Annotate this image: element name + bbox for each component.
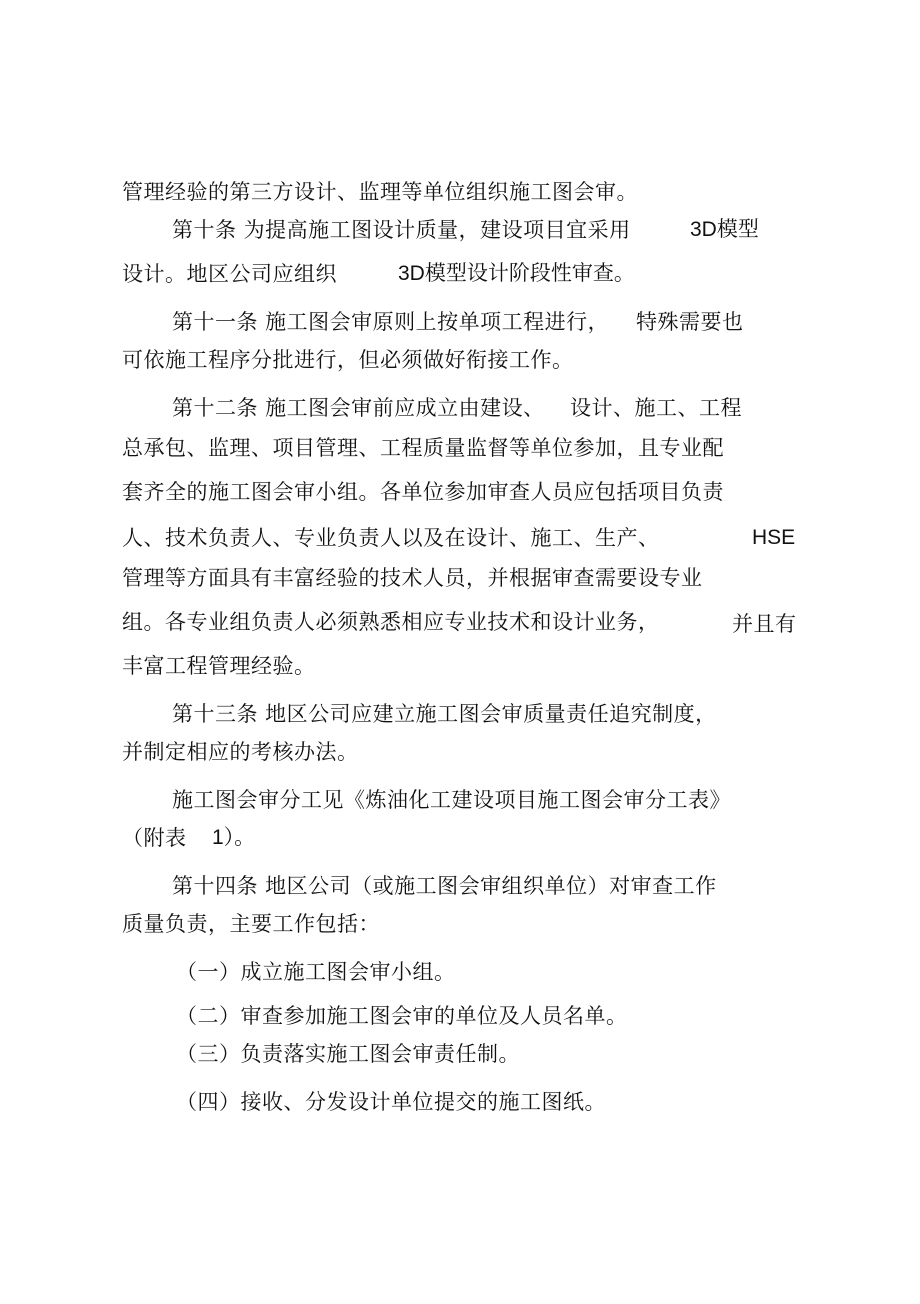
article-12-line-2: 总承包、监理、项目管理、工程质量监督等单位参加，且专业配 bbox=[122, 436, 724, 460]
article-10-line-2b: 3D模型设计阶段性审查。 bbox=[398, 262, 635, 285]
article-11-line-1: 第十一条 施工图会审原则上按单项工程进行， bbox=[172, 310, 610, 334]
article-11-line-1b: 特殊需要也 bbox=[636, 310, 744, 334]
list-item: （三）负责落实施工图会审责任制。 bbox=[176, 1042, 520, 1066]
list-item: （一）成立施工图会审小组。 bbox=[176, 960, 456, 984]
division-line-2b: 1）。 bbox=[212, 826, 256, 849]
list-item: （二）审查参加施工图会审的单位及人员名单。 bbox=[176, 1004, 628, 1028]
division-line-1: 施工图会审分工见《炼油化工建设项目施工图会审分工表》 bbox=[172, 788, 731, 812]
article-12-line-4: 人、技术负责人、专业负责人以及在设计、施工、生产、 bbox=[122, 526, 660, 550]
list-item: （四）接收、分发设计单位提交的施工图纸。 bbox=[176, 1090, 606, 1114]
article-12-line-7: 丰富工程管理经验。 bbox=[122, 654, 316, 678]
article-12-line-1: 第十二条 施工图会审前应成立由建设、 bbox=[172, 396, 545, 420]
article-12-line-3: 套齐全的施工图会审小组。各单位参加审查人员应包括项目负责 bbox=[122, 480, 724, 504]
article-11-line-2: 可依施工程序分批进行，但必须做好衔接工作。 bbox=[122, 348, 574, 372]
article-12-line-5: 管理等方面具有丰富经验的技术人员，并根据审查需要设专业 bbox=[122, 566, 703, 590]
article-10-line-1: 第十条 为提高施工图设计质量，建设项目宜采用 bbox=[172, 218, 631, 242]
article-13-line-2: 并制定相应的考核办法。 bbox=[122, 740, 359, 764]
article-12-line-6b: 并且有 bbox=[732, 612, 797, 636]
article-14-line-2: 质量负责，主要工作包括： bbox=[122, 912, 380, 936]
division-line-2a: （附表 bbox=[122, 826, 187, 850]
article-10-line-2a: 设计。地区公司应组织 bbox=[122, 262, 337, 286]
article-12-hse: HSE bbox=[752, 526, 796, 549]
article-12-line-6: 组。各专业组负责人必须熟悉相应专业技术和设计业务， bbox=[122, 610, 660, 634]
article-14-line-1: 第十四条 地区公司（或施工图会审组织单位）对审查工作 bbox=[172, 874, 717, 898]
article-13-line-1: 第十三条 地区公司应建立施工图会审质量责任追究制度， bbox=[172, 702, 717, 726]
article-12-line-1b: 设计、施工、工程 bbox=[570, 396, 742, 420]
article-10-3d-model: 3D模型 bbox=[690, 218, 759, 241]
paragraph-line: 管理经验的第三方设计、监理等单位组织施工图会审。 bbox=[122, 180, 638, 204]
